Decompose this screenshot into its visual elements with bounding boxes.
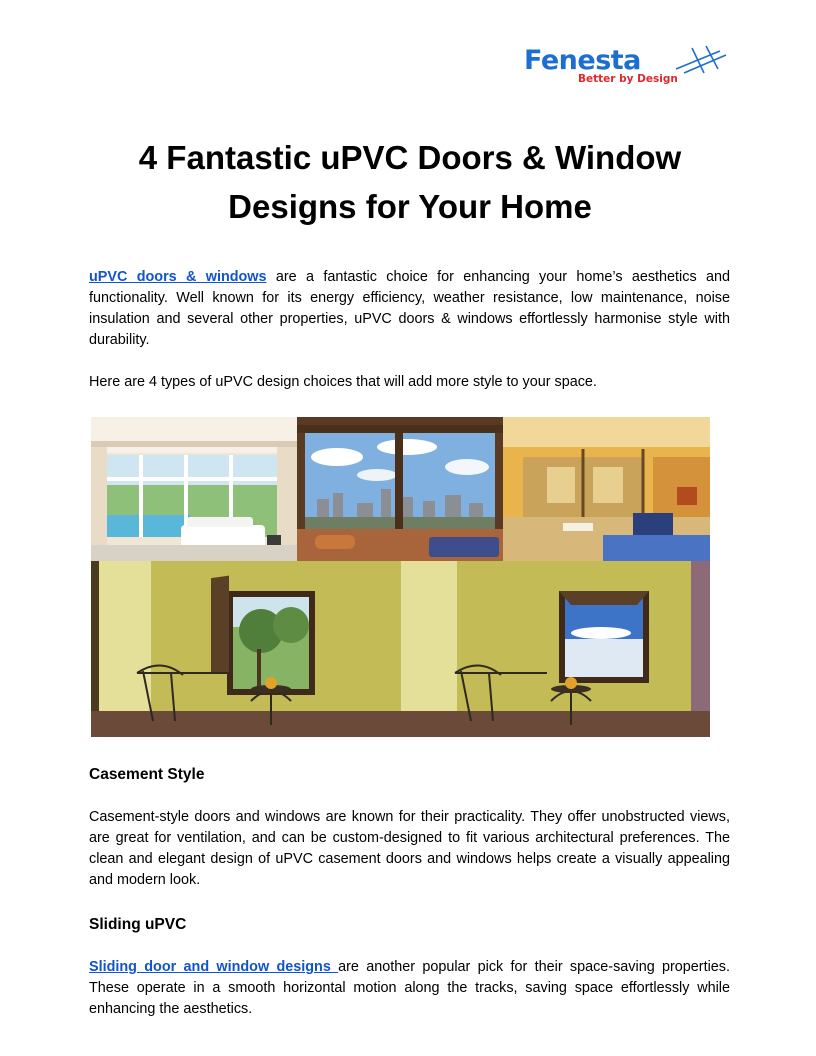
brand-name: Fenesta [524, 45, 641, 76]
city-view-window-photo [297, 417, 503, 561]
lead-paragraph: Here are 4 types of uPVC design choices that will add more style to your space. [89, 374, 597, 390]
section-body-casement: Casement-style doors and windows are known for their practicality. They offer unobstructed views, are great for ventilation, and can be custom-designed to fit various architectural preferences. The clean and elegant design of uPVC casement doors and windows helps create a visually appealing and modern look. [89, 809, 730, 888]
brand-tagline: Better by Design [578, 73, 678, 85]
intro-text: are a fantastic choice for enhancing your home’s aesthetics and functionality. Well known for its energy efficiency, weather resistance, low maintenance, noise insulation and several other properties, uPVC doors & windows effortlessly harmonise style with durability. [89, 269, 730, 348]
warm-lounge-photo [503, 417, 710, 561]
window-grid-icon [670, 45, 728, 75]
sliding-designs-link[interactable]: Sliding door and window designs [89, 959, 339, 975]
sliding-body-text: are another popular pick for their space-saving properties. These operate in a smooth horizontal motion along the tracks, saving space effortlessly while enhancing the aesthetics. [89, 959, 730, 1017]
intro-paragraph [89, 267, 730, 351]
tilt-window-sky-photo [401, 561, 710, 737]
section-body-sliding [89, 957, 730, 1020]
section-heading-sliding: Sliding uPVC [89, 916, 187, 933]
section-heading-casement: Casement Style [89, 766, 205, 783]
casement-window-trees-photo [91, 561, 401, 737]
brand-logo [520, 44, 730, 86]
upvc-doors-windows-link[interactable]: uPVC doors & windows [89, 269, 267, 285]
living-room-pool-photo [91, 417, 297, 561]
photo-collage [91, 417, 710, 737]
page-title: 4 Fantastic uPVC Doors & Window Designs for Your Home [138, 139, 682, 225]
